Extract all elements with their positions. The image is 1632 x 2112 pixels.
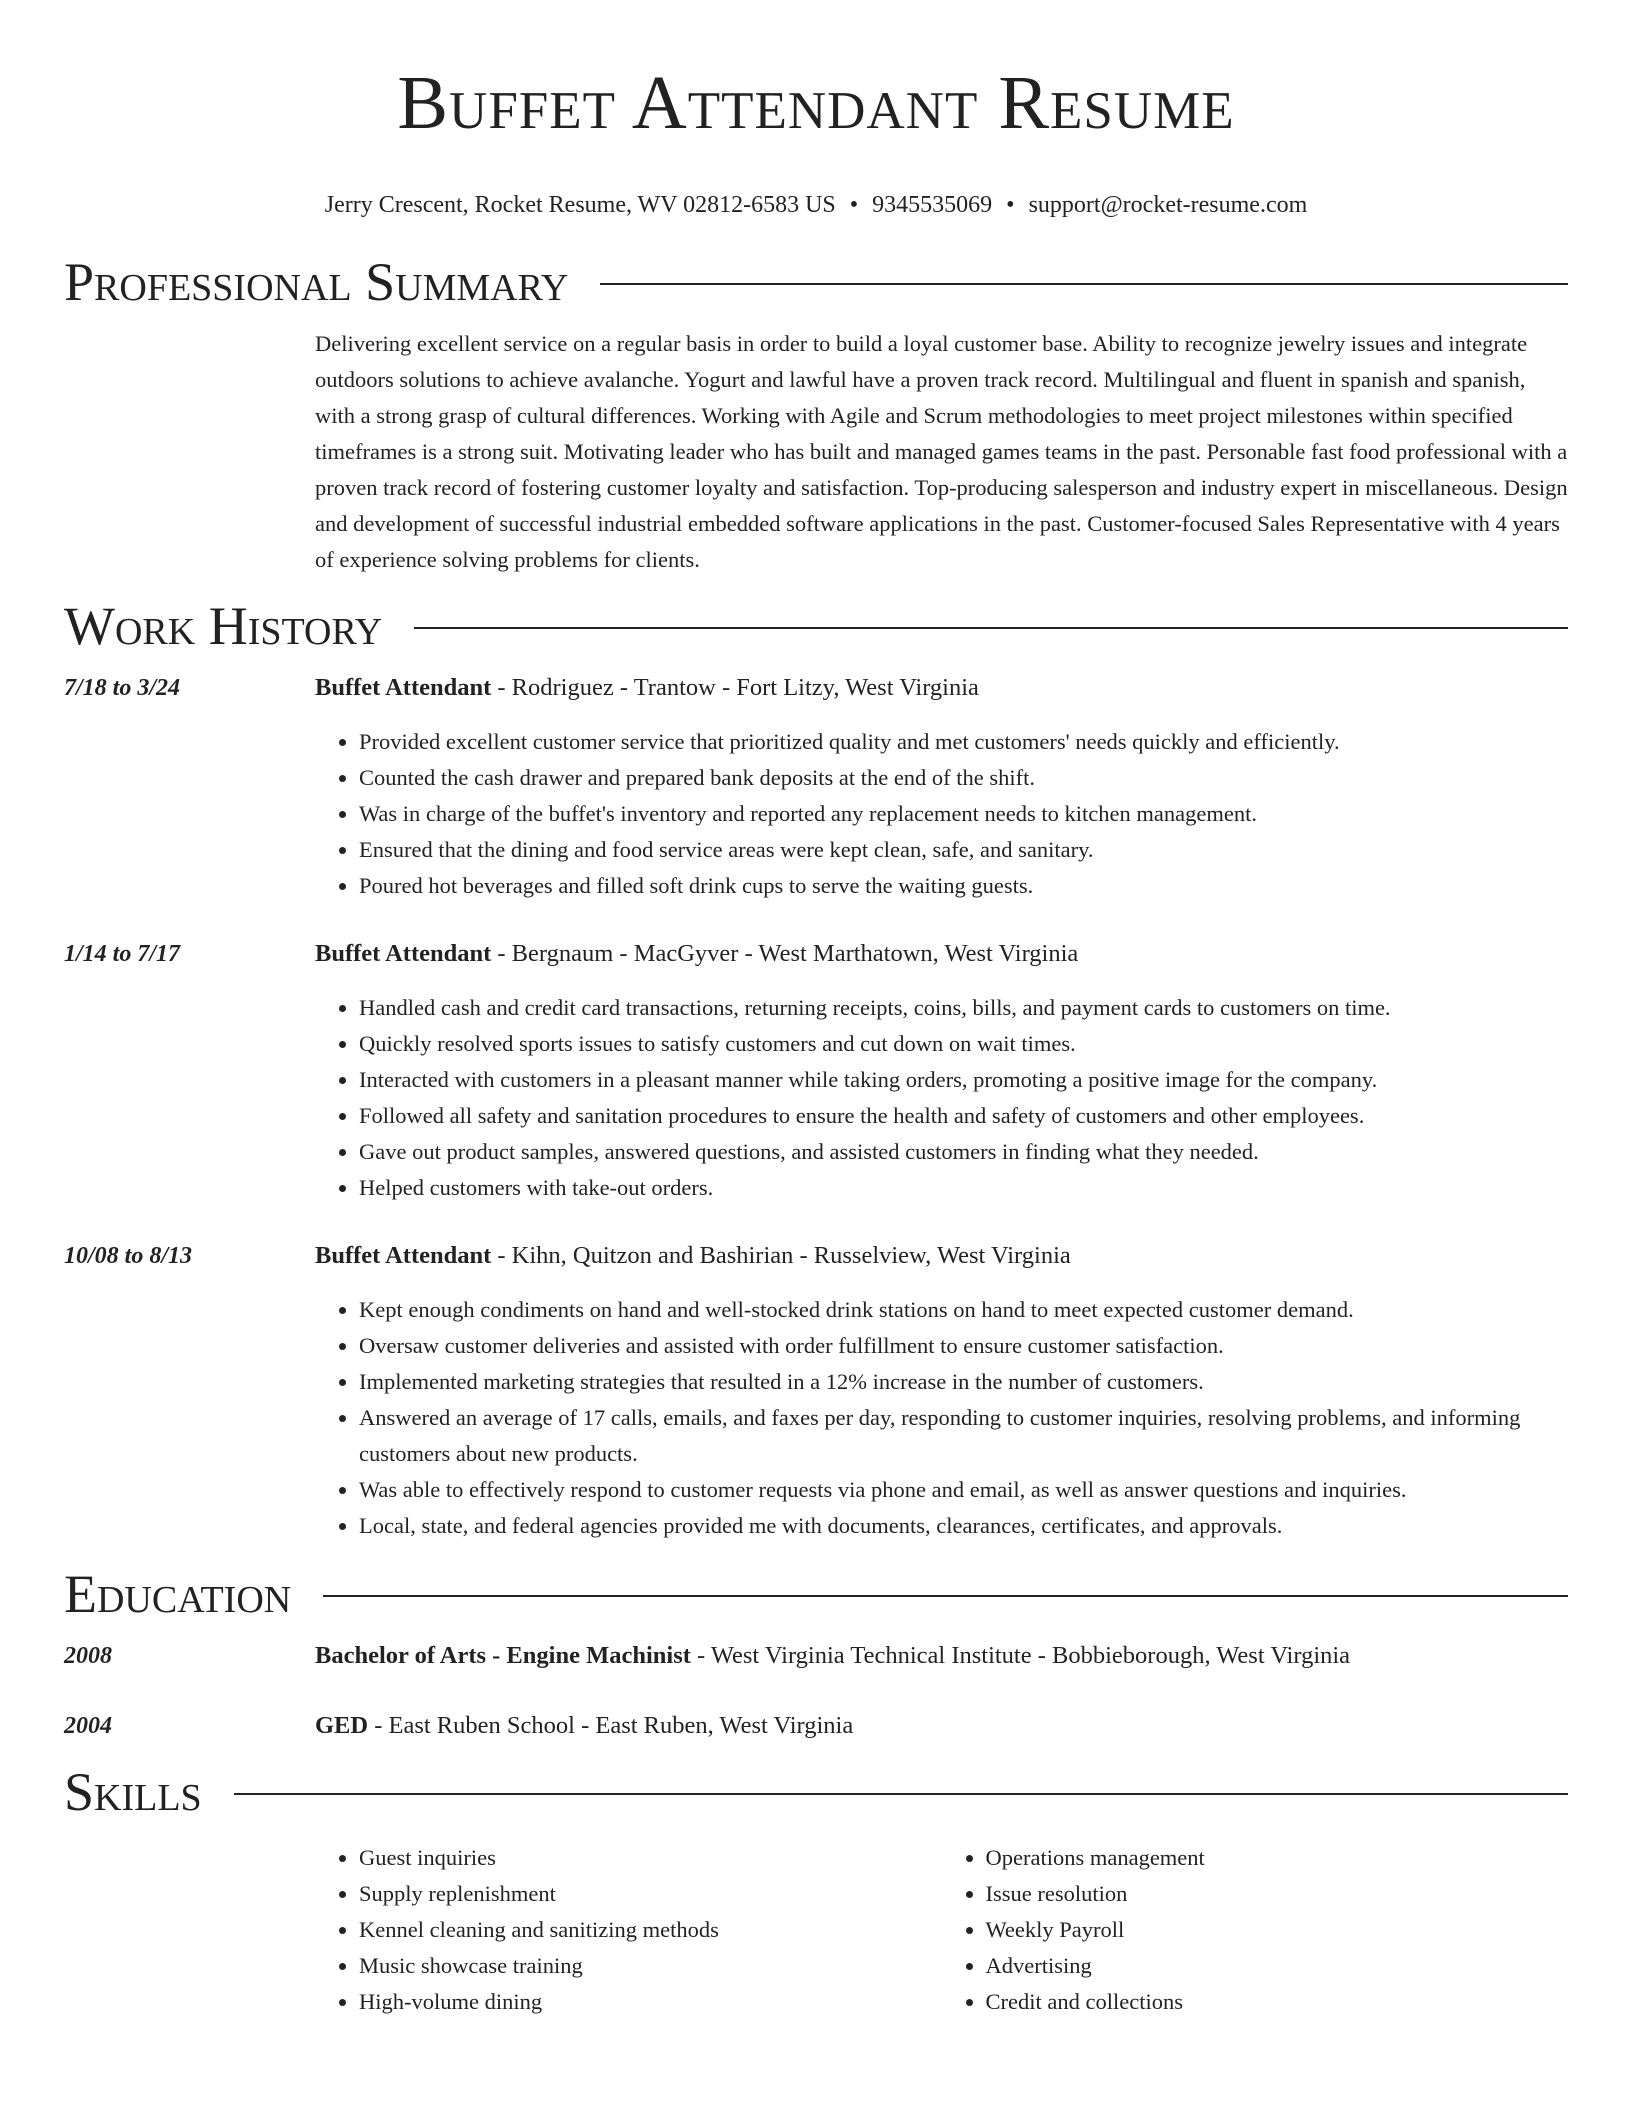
- job-body: [315, 672, 1568, 904]
- summary-text: Delivering excellent service on a regular basis in order to build a loyal customer base. Ability to recognize jewelry issues and integrate outdoors solutions to achieve avalanche. Yogurt and lawful have a proven track record. Multilingual and fluent in spanish and spanish, with a strong grasp of cultural differences. Working with Agile and Scrum methodologies to meet project milestones within specified timeframes is a strong suit. Motivating leader who has built and managed games teams in the past. Personable fast food professional with a proven track record of fostering customer loyalty and satisfaction. Top-producing salesperson and industry expert in miscellaneous. Design and development of successful industrial embedded software applications in the past. Customer-focused Sales Representative with 4 years of experience solving problems for clients.: [315, 331, 1568, 572]
- skill-item: • Supply replenishment: [359, 1876, 942, 1912]
- job-header: [315, 938, 1568, 970]
- contact-email: support@rocket-resume.com: [1028, 192, 1308, 218]
- skill-item: • Issue resolution: [986, 1876, 1569, 1912]
- summary-section-header: [64, 250, 1568, 314]
- education-body: [315, 1710, 1568, 1742]
- education-heading: Education: [64, 1564, 292, 1624]
- job-entry: [64, 1240, 1568, 1544]
- job-dates: 7/18 to 3/24: [64, 675, 181, 701]
- education-year: 2004: [64, 1713, 112, 1739]
- list-item: • Local, state, and federal agencies provided me with documents, clearances, certificates, and approvals.: [359, 1508, 1568, 1544]
- skills-list-left: [315, 1840, 942, 2020]
- education-header: [315, 1710, 1568, 1742]
- education-entry: [64, 1710, 1568, 1742]
- job-role: Buffet Attendant: [315, 674, 492, 701]
- list-item: • Quickly resolved sports issues to satisfy customers and cut down on wait times.: [359, 1026, 1568, 1062]
- job-body: [315, 938, 1568, 1206]
- list-item: • Poured hot beverages and filled soft drink cups to serve the waiting guests.: [359, 868, 1568, 904]
- job-dates: 1/14 to 7/17: [64, 941, 181, 967]
- list-item: • Ensured that the dining and food service areas were kept clean, safe, and sanitary.: [359, 832, 1568, 868]
- job-header: [315, 1240, 1568, 1272]
- list-item: • Helped customers with take-out orders.: [359, 1170, 1568, 1206]
- skill-item: • Operations management: [986, 1840, 1569, 1876]
- education-degree: GED: [315, 1712, 369, 1739]
- job-role: Buffet Attendant: [315, 940, 492, 967]
- list-item: • Implemented marketing strategies that resulted in a 12% increase in the number of customers.: [359, 1364, 1568, 1400]
- skill-item: • High-volume dining: [359, 1984, 942, 2020]
- education-details: - West Virginia Technical Institute - Bobbieborough, West Virginia: [690, 1642, 1351, 1669]
- skills-heading: Skills: [64, 1762, 202, 1822]
- skill-item: • Kennel cleaning and sanitizing methods: [359, 1912, 942, 1948]
- skill-item: • Credit and collections: [986, 1984, 1569, 2020]
- list-item: • Oversaw customer deliveries and assisted with order fulfillment to ensure customer satisfaction.: [359, 1328, 1568, 1364]
- job-bullets: [315, 990, 1568, 1206]
- summary-heading: Professional Summary: [64, 252, 569, 312]
- work-section-header: [64, 594, 1568, 658]
- list-item: • Answered an average of 17 calls, emails, and faxes per day, responding to customer inquiries, resolving problems, and informing customers about new products.: [359, 1400, 1568, 1472]
- list-item: • Gave out product samples, answered questions, and assisted customers in finding what they needed.: [359, 1134, 1568, 1170]
- skills-columns: [315, 1840, 1568, 2020]
- resume-title: Buffet Attendant Resume: [397, 61, 1235, 145]
- list-item: • Handled cash and credit card transactions, returning receipts, coins, bills, and payment cards to customers on time.: [359, 990, 1568, 1026]
- job-bullets: [315, 1292, 1568, 1544]
- skill-item: • Advertising: [986, 1948, 1569, 1984]
- job-details: - Kihn, Quitzon and Bashirian - Russelview, West Virginia: [491, 1242, 1071, 1269]
- section-divider: [323, 1595, 1568, 1597]
- job-header: [315, 672, 1568, 704]
- section-divider: [234, 1793, 1568, 1795]
- list-item: • Kept enough condiments on hand and well-stocked drink stations on hand to meet expected customer demand.: [359, 1292, 1568, 1328]
- section-divider: [414, 627, 1568, 629]
- work-heading: Work History: [64, 596, 383, 656]
- contact-phone: 9345535069: [872, 192, 993, 218]
- contact-separator: •: [849, 192, 859, 218]
- education-section-header: [64, 1562, 1568, 1626]
- job-details: - Bergnaum - MacGyver - West Marthatown, West Virginia: [491, 940, 1079, 967]
- job-body: [315, 1240, 1568, 1544]
- list-item: • Was able to effectively respond to customer requests via phone and email, as well as answer questions and inquiries.: [359, 1472, 1568, 1508]
- job-role: Buffet Attendant: [315, 1242, 492, 1269]
- education-year: 2008: [64, 1643, 112, 1669]
- list-item: • Counted the cash drawer and prepared bank deposits at the end of the shift.: [359, 760, 1568, 796]
- contact-separator: •: [1006, 192, 1015, 218]
- skill-item: • Music showcase training: [359, 1948, 942, 1984]
- list-item: • Interacted with customers in a pleasant manner while taking orders, promoting a positive image for the company.: [359, 1062, 1568, 1098]
- education-header: [315, 1640, 1568, 1672]
- job-entry: [64, 938, 1568, 1206]
- contact-line: [64, 190, 1568, 220]
- job-entry: [64, 672, 1568, 904]
- education-entry: [64, 1640, 1568, 1672]
- education-degree: Bachelor of Arts - Engine Machinist: [315, 1642, 691, 1669]
- skill-item: • Weekly Payroll: [986, 1912, 1569, 1948]
- skills-list-right: [942, 1840, 1569, 2020]
- job-details: - Rodriguez - Trantow - Fort Litzy, West Virginia: [491, 674, 979, 701]
- contact-address: Jerry Crescent, Rocket Resume, WV 02812-6583 US: [324, 192, 836, 218]
- skill-item: • Guest inquiries: [359, 1840, 942, 1876]
- job-bullets: [315, 724, 1568, 904]
- list-item: • Was in charge of the buffet's inventory and reported any replacement needs to kitchen management.: [359, 796, 1568, 832]
- section-divider: [600, 283, 1568, 285]
- education-body: [315, 1640, 1568, 1672]
- list-item: • Provided excellent customer service that prioritized quality and met customers' needs quickly and efficiently.: [359, 724, 1568, 760]
- list-item: • Followed all safety and sanitation procedures to ensure the health and safety of customers and other employees.: [359, 1098, 1568, 1134]
- job-dates: 10/08 to 8/13: [64, 1243, 193, 1269]
- education-details: - East Ruben School - East Ruben, West Virginia: [368, 1712, 854, 1739]
- skills-section-header: [64, 1760, 1568, 1824]
